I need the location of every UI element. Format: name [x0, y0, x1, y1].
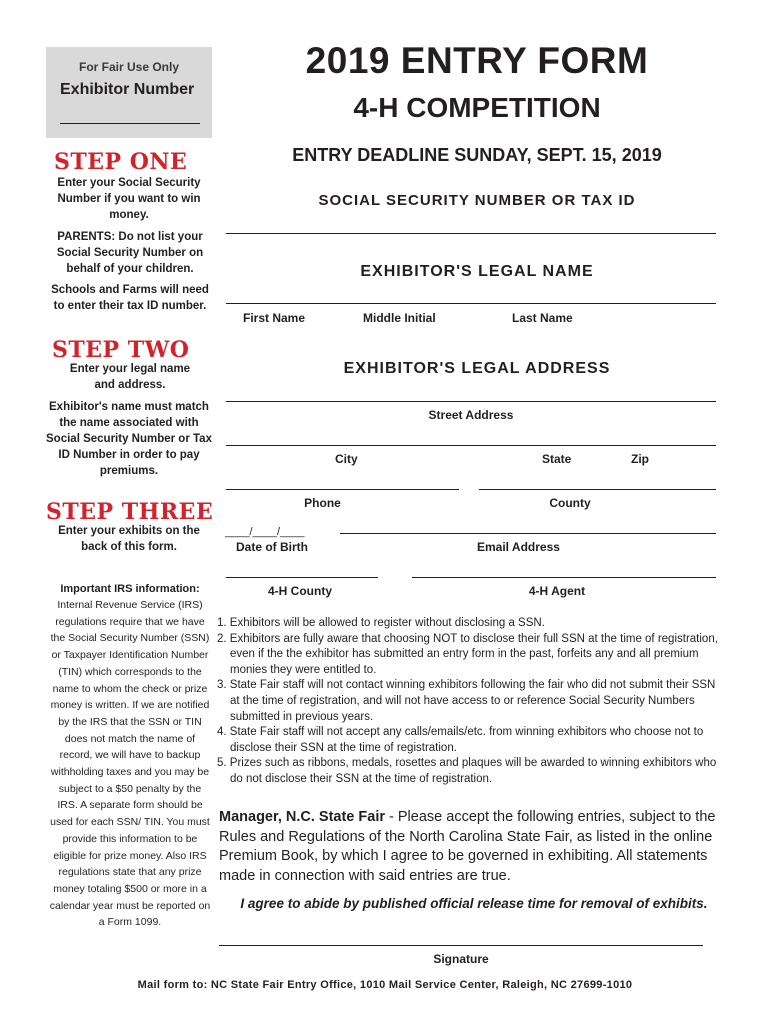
exhibitor-number-label: Exhibitor Number — [60, 81, 195, 98]
signature-line[interactable] — [219, 945, 703, 946]
legal-name-line[interactable] — [226, 303, 716, 304]
signature-label: Signature — [433, 952, 489, 966]
4h-county-label: 4-H County — [268, 584, 332, 598]
step-three-text: Enter your exhibits on the back of this form. — [58, 525, 200, 553]
rules-list — [217, 616, 727, 788]
first-name-label: First Name — [243, 311, 306, 325]
city-label: City — [335, 452, 358, 466]
street-line[interactable] — [226, 401, 716, 402]
parents-note: : Do not list your Social Security Number on behalf of your children. — [56, 231, 204, 275]
manager-label: Manager, N.C. State Fair — [219, 809, 385, 825]
ssn-heading: SOCIAL SECURITY NUMBER OR TAX ID — [318, 192, 636, 209]
4h-agent-line[interactable] — [412, 577, 716, 578]
step-one-text: Enter your Social Security Number if you want to win money. — [57, 177, 201, 221]
rule-item: 5. Prizes such as ribbons, medals, rosettes and plaques will be awarded to winning exhibitors who do not disclose their SSN at the time of registration. — [217, 757, 717, 785]
exhibitor-number-line — [60, 123, 200, 124]
release-statement: I agree to abide by published official release time for removal of exhibits. — [240, 896, 708, 911]
zip-label: Zip — [631, 452, 649, 466]
phone-line[interactable] — [226, 489, 459, 490]
parents-label: PARENTS — [57, 231, 112, 243]
step-two-text: Enter your legal name and address. — [69, 363, 191, 391]
legal-name-heading: EXHIBITOR'S LEGAL NAME — [360, 263, 594, 280]
form-subtitle: 4-H COMPETITION — [353, 92, 601, 123]
step-one-title: STEP ONE — [54, 149, 188, 175]
agreement-paragraph — [219, 808, 729, 886]
step-three-title: STEP THREE — [46, 499, 214, 525]
step-one-schools-text: Schools and Farms will need to enter their tax ID number. — [51, 284, 209, 312]
dob-label: Date of Birth — [236, 540, 308, 554]
step-one-parents-text — [50, 229, 210, 277]
irs-heading: Important IRS information: — [60, 583, 200, 595]
email-label: Email Address — [477, 540, 560, 554]
email-line[interactable] — [340, 533, 716, 534]
last-name-label: Last Name — [512, 311, 573, 325]
step-two-title: STEP TWO — [52, 337, 190, 363]
city-state-zip-line[interactable] — [226, 445, 716, 446]
rule-item: 3. State Fair staff will not contact winning exhibitors following the fair who did not submit their SSN at the time of registration, and will not have access to or reference Social Security Numbers submitted in previous years. — [217, 679, 716, 723]
phone-label: Phone — [304, 496, 341, 510]
irs-body: Internal Revenue Service (IRS) regulations require that we have the Social Security Number (SSN) or Taxpayer Identification Number (TIN) which corresponds to the name to whom the check or prize money is written. If we are notified by the IRS that the SSN or TIN does not match the name of record, we will have to backup withholding taxes and you may be subject to a $50 penalty by the IRS. A separate form should be used for each SSN/ TIN. You must provide this information to be eligible for prize money. Also IRS regulations state that any prize money totaling $500 or more in a calendar year must be reported on a Form 1099. — [49, 599, 211, 929]
street-label: Street Address — [428, 408, 514, 422]
rule-item: 1. Exhibitors will be allowed to register without disclosing a SSN. — [217, 617, 545, 629]
step-two-name-note: Exhibitor's name must match the name associated with Social Security Number or Tax ID Number in order to pay premiums. — [46, 401, 212, 477]
county-line[interactable] — [479, 489, 716, 490]
fair-use-box — [46, 47, 212, 138]
rule-item: 4. State Fair staff will not accept any calls/emails/etc. from winning exhibitors who choose not to disclose their SSN at the time of registration. — [217, 726, 704, 754]
legal-address-heading: EXHIBITOR'S LEGAL ADDRESS — [343, 360, 611, 377]
county-label: County — [549, 496, 591, 510]
4h-county-line[interactable] — [226, 577, 378, 578]
middle-initial-label: Middle Initial — [363, 311, 436, 325]
state-label: State — [542, 452, 572, 466]
agreement-text: - Please accept the following entries, subject to the Rules and Regulations of the North Carolina State Fair, as listed in the online Premium Book, by which I agree to be governed in exhibiting. All statements made in connection with said entries are true. — [219, 809, 716, 884]
form-title: 2019 ENTRY FORM — [305, 40, 649, 81]
fair-use-label: For Fair Use Only — [78, 60, 180, 74]
mailing-address: Mail form to: NC State Fair Entry Office, 1010 Mail Service Center, Raleigh, NC 27699-1010 — [137, 979, 633, 991]
ssn-line[interactable] — [226, 233, 716, 234]
rule-item: 2. Exhibitors are fully aware that choosing NOT to disclose their full SSN at the time of registration, even if the the exhibitor has submitted an entry form in the past, forfeits any and all premium monies they were entitled to. — [217, 632, 718, 676]
entry-deadline: ENTRY DEADLINE SUNDAY, SEPT. 15, 2019 — [292, 145, 662, 165]
dob-blank[interactable]: ____/____/____ — [225, 526, 305, 538]
4h-agent-label: 4-H Agent — [528, 584, 586, 598]
